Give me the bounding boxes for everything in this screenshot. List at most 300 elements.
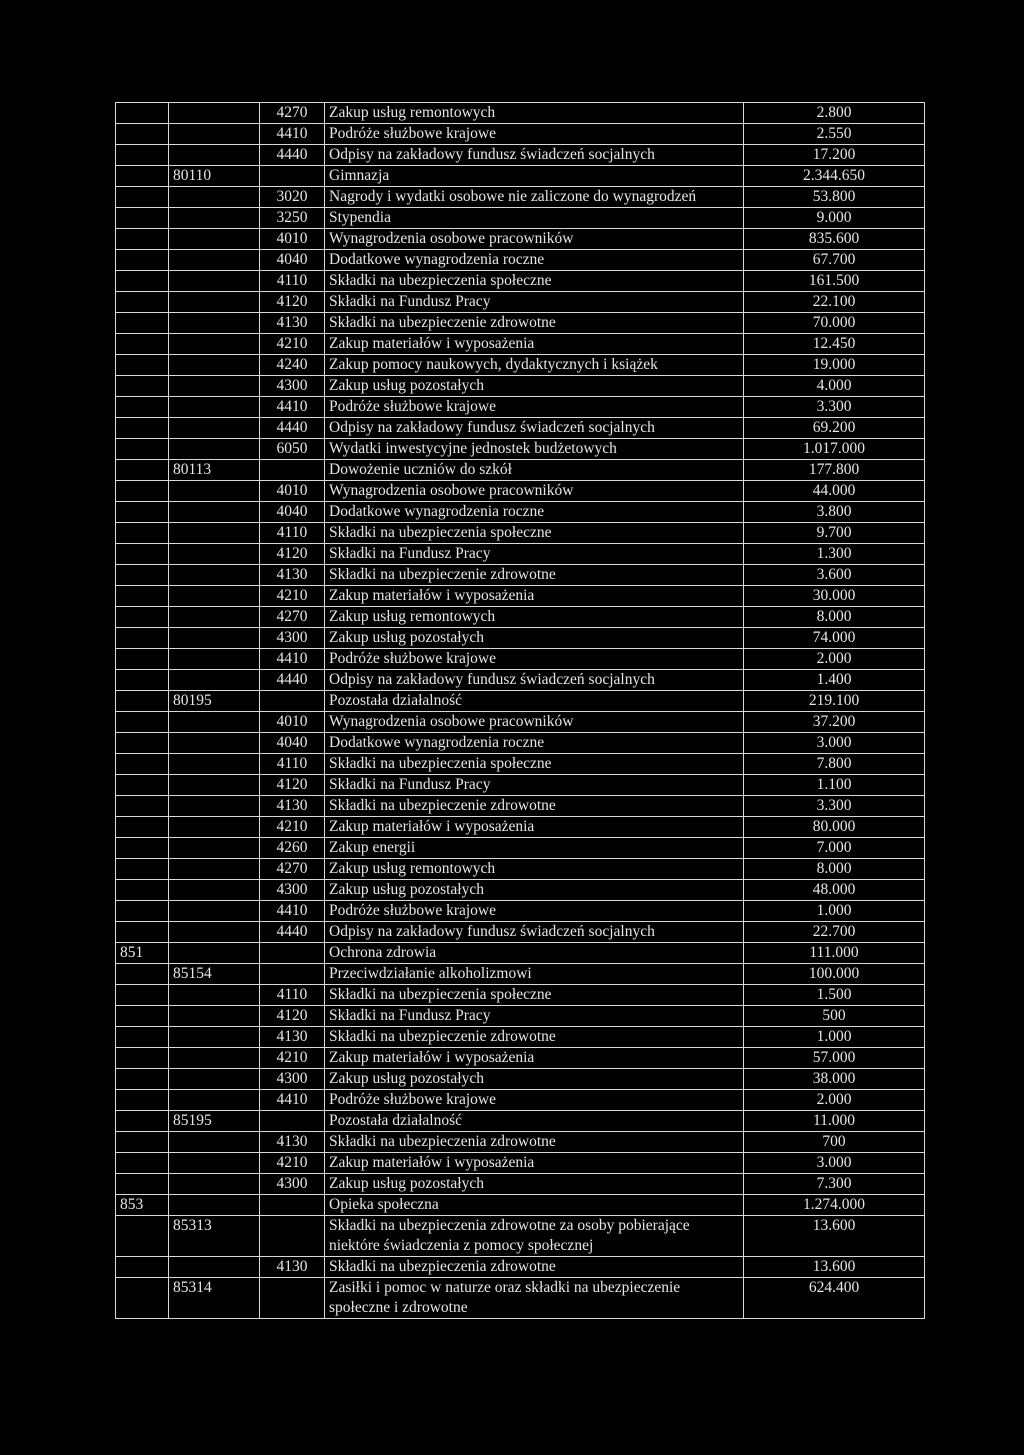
paragraf-cell: 4040	[260, 733, 325, 754]
paragraf-cell: 3020	[260, 187, 325, 208]
dzial-cell	[116, 1069, 169, 1090]
paragraf-cell: 4300	[260, 1174, 325, 1195]
description-cell: Odpisy na zakładowy fundusz świadczeń socjalnych	[325, 145, 744, 166]
paragraf-cell: 4300	[260, 1069, 325, 1090]
rozdzial-cell	[169, 607, 260, 628]
rozdzial-cell	[169, 1048, 260, 1069]
paragraf-cell	[260, 964, 325, 985]
rozdzial-cell	[169, 481, 260, 502]
description-cell: Opieka społeczna	[325, 1195, 744, 1216]
table-row	[116, 565, 925, 586]
rozdzial-cell	[169, 817, 260, 838]
description-cell: Odpisy na zakładowy fundusz świadczeń socjalnych	[325, 922, 744, 943]
paragraf-cell: 4410	[260, 649, 325, 670]
table-row	[116, 124, 925, 145]
rozdzial-cell	[169, 1027, 260, 1048]
rozdzial-cell	[169, 880, 260, 901]
description-cell: Składki na Fundusz Pracy	[325, 775, 744, 796]
amount-cell: 1.500	[744, 985, 925, 1006]
rozdzial-cell	[169, 187, 260, 208]
dzial-cell	[116, 187, 169, 208]
rozdzial-cell	[169, 1153, 260, 1174]
description-cell: Pozostała działalność	[325, 1111, 744, 1132]
table-row	[116, 607, 925, 628]
paragraf-cell: 4010	[260, 712, 325, 733]
table-row	[116, 166, 925, 187]
rozdzial-cell	[169, 229, 260, 250]
dzial-cell	[116, 985, 169, 1006]
dzial-cell	[116, 1153, 169, 1174]
description-cell: Zakup usług pozostałych	[325, 1174, 744, 1195]
budget-table-page	[115, 102, 925, 1319]
description-cell: Podróże służbowe krajowe	[325, 124, 744, 145]
table-row	[116, 985, 925, 1006]
paragraf-cell: 4300	[260, 880, 325, 901]
table-row	[116, 712, 925, 733]
description-cell: Składki na ubezpieczenia społeczne	[325, 271, 744, 292]
rozdzial-cell: 85314	[169, 1278, 260, 1319]
table-row	[116, 439, 925, 460]
rozdzial-cell	[169, 397, 260, 418]
amount-cell: 2.550	[744, 124, 925, 145]
amount-cell: 2.344.650	[744, 166, 925, 187]
paragraf-cell: 4120	[260, 292, 325, 313]
table-row	[116, 502, 925, 523]
dzial-cell	[116, 292, 169, 313]
dzial-cell	[116, 670, 169, 691]
amount-cell: 111.000	[744, 943, 925, 964]
amount-cell: 11.000	[744, 1111, 925, 1132]
description-cell: Składki na Fundusz Pracy	[325, 1006, 744, 1027]
rozdzial-cell	[169, 544, 260, 565]
rozdzial-cell	[169, 733, 260, 754]
description-cell: Podróże służbowe krajowe	[325, 901, 744, 922]
amount-cell: 3.000	[744, 733, 925, 754]
table-row	[116, 817, 925, 838]
dzial-cell	[116, 145, 169, 166]
paragraf-cell: 4210	[260, 817, 325, 838]
paragraf-cell: 4130	[260, 1027, 325, 1048]
description-cell: Zakup materiałów i wyposażenia	[325, 817, 744, 838]
rozdzial-cell	[169, 250, 260, 271]
paragraf-cell: 4120	[260, 544, 325, 565]
table-row	[116, 1069, 925, 1090]
description-cell: Zakup energii	[325, 838, 744, 859]
paragraf-cell: 4270	[260, 103, 325, 124]
description-cell: Składki na ubezpieczenia zdrowotne	[325, 1257, 744, 1278]
rozdzial-cell	[169, 1195, 260, 1216]
rozdzial-cell	[169, 1090, 260, 1111]
rozdzial-cell: 85313	[169, 1216, 260, 1257]
description-cell: Zakup materiałów i wyposażenia	[325, 586, 744, 607]
dzial-cell	[116, 229, 169, 250]
description-cell: Wynagrodzenia osobowe pracowników	[325, 229, 744, 250]
description-cell: Zakup pomocy naukowych, dydaktycznych i książek	[325, 355, 744, 376]
table-row	[116, 586, 925, 607]
table-row	[116, 838, 925, 859]
description-cell: Składki na ubezpieczenie zdrowotne	[325, 313, 744, 334]
table-row	[116, 460, 925, 481]
amount-cell: 2.800	[744, 103, 925, 124]
paragraf-cell: 4110	[260, 754, 325, 775]
rozdzial-cell	[169, 775, 260, 796]
table-row	[116, 754, 925, 775]
amount-cell: 100.000	[744, 964, 925, 985]
dzial-cell	[116, 460, 169, 481]
dzial-cell	[116, 796, 169, 817]
description-cell: Dodatkowe wynagrodzenia roczne	[325, 733, 744, 754]
description-cell: Składki na Fundusz Pracy	[325, 544, 744, 565]
rozdzial-cell: 80195	[169, 691, 260, 712]
description-cell: Odpisy na zakładowy fundusz świadczeń socjalnych	[325, 418, 744, 439]
description-cell: Przeciwdziałanie alkoholizmowi	[325, 964, 744, 985]
table-row	[116, 292, 925, 313]
paragraf-cell: 4110	[260, 523, 325, 544]
paragraf-cell: 4410	[260, 124, 325, 145]
description-cell: Zakup materiałów i wyposażenia	[325, 1153, 744, 1174]
rozdzial-cell: 80110	[169, 166, 260, 187]
table-row	[116, 628, 925, 649]
description-cell: Zakup usług remontowych	[325, 103, 744, 124]
paragraf-cell: 4120	[260, 1006, 325, 1027]
rozdzial-cell	[169, 502, 260, 523]
dzial-cell	[116, 733, 169, 754]
table-row	[116, 1132, 925, 1153]
dzial-cell	[116, 1090, 169, 1111]
budget-table	[115, 102, 925, 1319]
dzial-cell	[116, 964, 169, 985]
dzial-cell	[116, 817, 169, 838]
table-row	[116, 229, 925, 250]
rozdzial-cell	[169, 418, 260, 439]
table-row	[116, 1257, 925, 1278]
dzial-cell	[116, 922, 169, 943]
dzial-cell	[116, 1216, 169, 1257]
amount-cell: 7.300	[744, 1174, 925, 1195]
dzial-cell	[116, 1174, 169, 1195]
dzial-cell	[116, 166, 169, 187]
rozdzial-cell: 80113	[169, 460, 260, 481]
rozdzial-cell	[169, 901, 260, 922]
dzial-cell	[116, 334, 169, 355]
table-row	[116, 145, 925, 166]
dzial-cell	[116, 103, 169, 124]
paragraf-cell: 6050	[260, 439, 325, 460]
paragraf-cell: 4410	[260, 1090, 325, 1111]
description-cell: Składki na ubezpieczenie zdrowotne	[325, 565, 744, 586]
dzial-cell	[116, 628, 169, 649]
paragraf-cell: 4040	[260, 502, 325, 523]
rozdzial-cell	[169, 985, 260, 1006]
dzial-cell	[116, 208, 169, 229]
description-cell: Zakup usług remontowych	[325, 607, 744, 628]
description-cell: Zakup materiałów i wyposażenia	[325, 1048, 744, 1069]
paragraf-cell: 4130	[260, 313, 325, 334]
table-row	[116, 481, 925, 502]
amount-cell: 7.800	[744, 754, 925, 775]
amount-cell: 1.017.000	[744, 439, 925, 460]
dzial-cell	[116, 1027, 169, 1048]
dzial-cell	[116, 901, 169, 922]
table-row	[116, 103, 925, 124]
table-row	[116, 670, 925, 691]
dzial-cell: 853	[116, 1195, 169, 1216]
paragraf-cell: 4440	[260, 145, 325, 166]
description-cell: Ochrona zdrowia	[325, 943, 744, 964]
paragraf-cell	[260, 166, 325, 187]
rozdzial-cell: 85195	[169, 1111, 260, 1132]
rozdzial-cell	[169, 565, 260, 586]
amount-cell: 835.600	[744, 229, 925, 250]
amount-cell: 7.000	[744, 838, 925, 859]
rozdzial-cell	[169, 670, 260, 691]
amount-cell: 53.800	[744, 187, 925, 208]
amount-cell: 1.300	[744, 544, 925, 565]
table-row	[116, 691, 925, 712]
amount-cell: 17.200	[744, 145, 925, 166]
dzial-cell	[116, 1111, 169, 1132]
table-row	[116, 418, 925, 439]
amount-cell: 12.450	[744, 334, 925, 355]
dzial-cell	[116, 880, 169, 901]
description-cell: Podróże służbowe krajowe	[325, 397, 744, 418]
dzial-cell	[116, 124, 169, 145]
rozdzial-cell	[169, 943, 260, 964]
dzial-cell	[116, 607, 169, 628]
table-row	[116, 796, 925, 817]
rozdzial-cell	[169, 1069, 260, 1090]
dzial-cell	[116, 313, 169, 334]
dzial-cell	[116, 439, 169, 460]
paragraf-cell: 4120	[260, 775, 325, 796]
description-cell: Składki na ubezpieczenie zdrowotne	[325, 796, 744, 817]
description-cell: Składki na ubezpieczenia zdrowotne za osoby pobierające niektóre świadczenia z pomocy społecznej	[325, 1216, 744, 1257]
paragraf-cell: 4110	[260, 985, 325, 1006]
table-row	[116, 1090, 925, 1111]
rozdzial-cell	[169, 376, 260, 397]
paragraf-cell: 4300	[260, 628, 325, 649]
table-row	[116, 880, 925, 901]
description-cell: Zakup usług pozostałych	[325, 628, 744, 649]
amount-cell: 161.500	[744, 271, 925, 292]
description-cell: Zasiłki i pomoc w naturze oraz składki na ubezpieczenie społeczne i zdrowotne	[325, 1278, 744, 1319]
amount-cell: 38.000	[744, 1069, 925, 1090]
amount-cell: 70.000	[744, 313, 925, 334]
table-row	[116, 1278, 925, 1319]
dzial-cell	[116, 691, 169, 712]
rozdzial-cell	[169, 922, 260, 943]
table-row	[116, 376, 925, 397]
amount-cell: 30.000	[744, 586, 925, 607]
paragraf-cell: 4410	[260, 397, 325, 418]
dzial-cell	[116, 565, 169, 586]
amount-cell: 37.200	[744, 712, 925, 733]
table-row	[116, 859, 925, 880]
description-cell: Stypendia	[325, 208, 744, 229]
rozdzial-cell	[169, 649, 260, 670]
rozdzial-cell	[169, 334, 260, 355]
rozdzial-cell	[169, 628, 260, 649]
paragraf-cell: 4210	[260, 334, 325, 355]
paragraf-cell: 4210	[260, 1048, 325, 1069]
paragraf-cell	[260, 460, 325, 481]
table-row	[116, 1111, 925, 1132]
dzial-cell	[116, 1006, 169, 1027]
table-row	[116, 523, 925, 544]
paragraf-cell	[260, 1278, 325, 1319]
dzial-cell	[116, 271, 169, 292]
paragraf-cell: 4110	[260, 271, 325, 292]
amount-cell: 8.000	[744, 859, 925, 880]
rozdzial-cell: 85154	[169, 964, 260, 985]
amount-cell: 19.000	[744, 355, 925, 376]
rozdzial-cell	[169, 145, 260, 166]
table-row	[116, 1006, 925, 1027]
amount-cell: 9.000	[744, 208, 925, 229]
rozdzial-cell	[169, 859, 260, 880]
amount-cell: 22.700	[744, 922, 925, 943]
table-row	[116, 775, 925, 796]
amount-cell: 1.100	[744, 775, 925, 796]
description-cell: Zakup materiałów i wyposażenia	[325, 334, 744, 355]
description-cell: Odpisy na zakładowy fundusz świadczeń socjalnych	[325, 670, 744, 691]
dzial-cell	[116, 649, 169, 670]
rozdzial-cell	[169, 208, 260, 229]
table-row	[116, 1195, 925, 1216]
dzial-cell	[116, 1257, 169, 1278]
table-row	[116, 271, 925, 292]
amount-cell: 57.000	[744, 1048, 925, 1069]
rozdzial-cell	[169, 586, 260, 607]
dzial-cell	[116, 376, 169, 397]
dzial-cell	[116, 418, 169, 439]
dzial-cell	[116, 481, 169, 502]
amount-cell: 700	[744, 1132, 925, 1153]
table-row	[116, 250, 925, 271]
table-row	[116, 1048, 925, 1069]
amount-cell: 1.400	[744, 670, 925, 691]
amount-cell: 624.400	[744, 1278, 925, 1319]
table-row	[116, 1027, 925, 1048]
rozdzial-cell	[169, 124, 260, 145]
description-cell: Pozostała działalność	[325, 691, 744, 712]
description-cell: Składki na ubezpieczenia zdrowotne	[325, 1132, 744, 1153]
table-row	[116, 943, 925, 964]
paragraf-cell: 4270	[260, 607, 325, 628]
description-cell: Składki na ubezpieczenia społeczne	[325, 754, 744, 775]
rozdzial-cell	[169, 838, 260, 859]
dzial-cell	[116, 544, 169, 565]
description-cell: Podróże służbowe krajowe	[325, 1090, 744, 1111]
rozdzial-cell	[169, 1174, 260, 1195]
dzial-cell	[116, 502, 169, 523]
amount-cell: 69.200	[744, 418, 925, 439]
dzial-cell	[116, 838, 169, 859]
paragraf-cell: 4010	[260, 229, 325, 250]
table-row	[116, 397, 925, 418]
amount-cell: 48.000	[744, 880, 925, 901]
rozdzial-cell	[169, 355, 260, 376]
amount-cell: 13.600	[744, 1257, 925, 1278]
dzial-cell: 851	[116, 943, 169, 964]
description-cell: Składki na Fundusz Pracy	[325, 292, 744, 313]
paragraf-cell: 4300	[260, 376, 325, 397]
amount-cell: 4.000	[744, 376, 925, 397]
paragraf-cell: 4410	[260, 901, 325, 922]
description-cell: Składki na ubezpieczenia społeczne	[325, 523, 744, 544]
amount-cell: 3.300	[744, 397, 925, 418]
table-row	[116, 1153, 925, 1174]
table-row	[116, 313, 925, 334]
amount-cell: 44.000	[744, 481, 925, 502]
table-row	[116, 1216, 925, 1257]
table-row	[116, 544, 925, 565]
paragraf-cell: 4010	[260, 481, 325, 502]
dzial-cell	[116, 355, 169, 376]
amount-cell: 177.800	[744, 460, 925, 481]
paragraf-cell	[260, 943, 325, 964]
paragraf-cell	[260, 1195, 325, 1216]
amount-cell: 1.274.000	[744, 1195, 925, 1216]
paragraf-cell	[260, 1111, 325, 1132]
dzial-cell	[116, 775, 169, 796]
description-cell: Dodatkowe wynagrodzenia roczne	[325, 502, 744, 523]
dzial-cell	[116, 754, 169, 775]
dzial-cell	[116, 1278, 169, 1319]
dzial-cell	[116, 712, 169, 733]
amount-cell: 67.700	[744, 250, 925, 271]
rozdzial-cell	[169, 523, 260, 544]
amount-cell: 9.700	[744, 523, 925, 544]
amount-cell: 2.000	[744, 649, 925, 670]
rozdzial-cell	[169, 712, 260, 733]
description-cell: Zakup usług pozostałych	[325, 376, 744, 397]
dzial-cell	[116, 250, 169, 271]
paragraf-cell: 4440	[260, 922, 325, 943]
rozdzial-cell	[169, 439, 260, 460]
amount-cell: 13.600	[744, 1216, 925, 1257]
paragraf-cell: 4260	[260, 838, 325, 859]
rozdzial-cell	[169, 754, 260, 775]
table-row	[116, 1174, 925, 1195]
table-row	[116, 355, 925, 376]
amount-cell: 1.000	[744, 901, 925, 922]
description-cell: Gimnazja	[325, 166, 744, 187]
paragraf-cell	[260, 1216, 325, 1257]
rozdzial-cell	[169, 796, 260, 817]
dzial-cell	[116, 859, 169, 880]
rozdzial-cell	[169, 1257, 260, 1278]
paragraf-cell: 4440	[260, 418, 325, 439]
paragraf-cell: 4130	[260, 1257, 325, 1278]
description-cell: Składki na ubezpieczenie zdrowotne	[325, 1027, 744, 1048]
amount-cell: 3.000	[744, 1153, 925, 1174]
description-cell: Podróże służbowe krajowe	[325, 649, 744, 670]
dzial-cell	[116, 397, 169, 418]
rozdzial-cell	[169, 292, 260, 313]
amount-cell: 22.100	[744, 292, 925, 313]
paragraf-cell: 4270	[260, 859, 325, 880]
dzial-cell	[116, 523, 169, 544]
table-row	[116, 187, 925, 208]
amount-cell: 3.800	[744, 502, 925, 523]
table-row	[116, 922, 925, 943]
amount-cell: 74.000	[744, 628, 925, 649]
amount-cell: 2.000	[744, 1090, 925, 1111]
rozdzial-cell	[169, 1006, 260, 1027]
table-row	[116, 901, 925, 922]
table-row	[116, 334, 925, 355]
